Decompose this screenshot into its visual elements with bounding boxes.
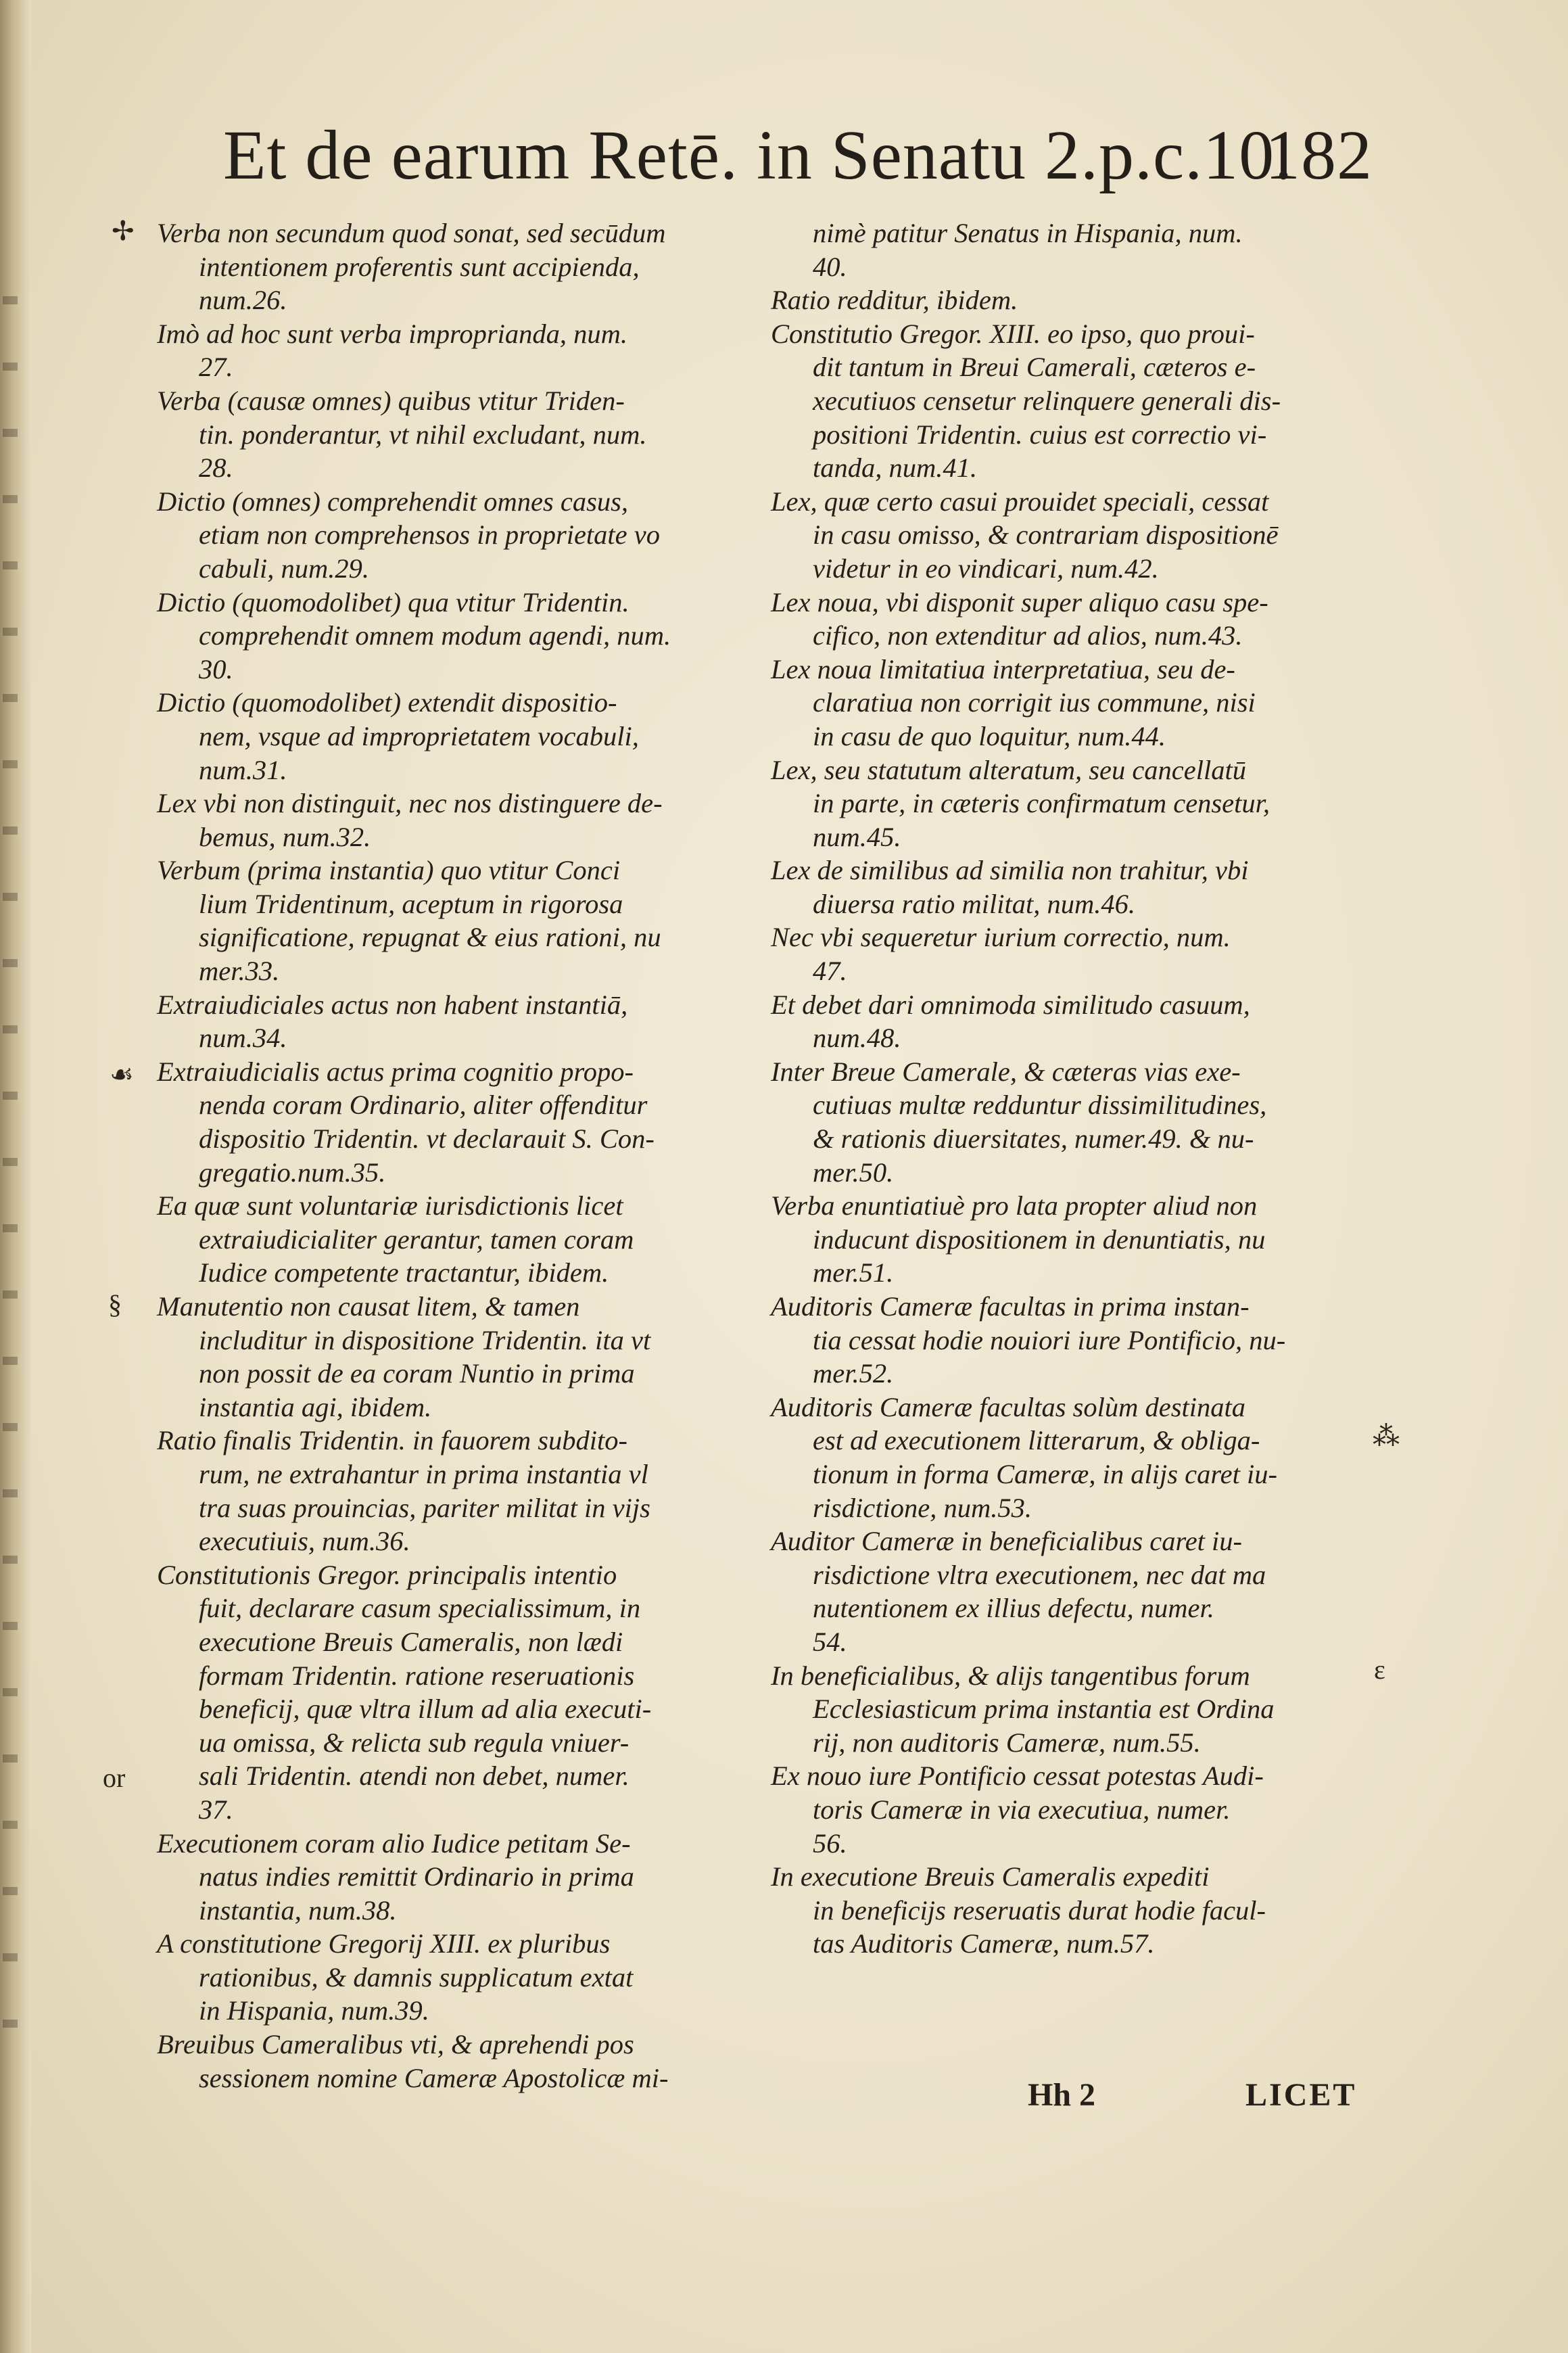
index-line: ua omissa, & relicta sub regula vniuer- [199, 1727, 629, 1758]
index-line: significatione, repugnat & eius rationi, nu [199, 922, 661, 953]
index-line: videtur in eo vindicari, num.42. [813, 553, 1159, 584]
index-line: num.45. [813, 821, 901, 852]
index-line: Iudice competente tractantur, ibidem. [199, 1257, 609, 1288]
index-line: tra suas prouincias, pariter militat in vijs [199, 1492, 650, 1523]
index-line: 54. [813, 1626, 847, 1657]
marginal-mark: ☙ [110, 1059, 134, 1090]
index-line: in casu omisso, & contrariam dispositionē [813, 519, 1279, 551]
index-line: In beneficialibus, & alijs tangentibus forum [771, 1660, 1250, 1691]
index-line: nimè patitur Senatus in Hispania, num. [813, 218, 1243, 248]
index-line: in beneficijs reseruatis durat hodie facul- [813, 1894, 1266, 1926]
index-line: in Hispania, num.39. [199, 1995, 429, 2026]
index-line: Ratio finalis Tridentin. in fauorem subdito- [157, 1425, 628, 1456]
index-line: Imò ad hoc sunt verba improprianda, num. [157, 318, 627, 349]
running-title: Et de earum Retē. in Senatu 2.p.c.10. [223, 116, 1293, 194]
index-line: risdictione, num.53. [813, 1492, 1032, 1523]
catchword: LICET [1245, 2077, 1357, 2113]
index-line: Verbum (prima instantia) quo vtitur Conci [157, 855, 621, 886]
index-line: 27. [199, 352, 233, 383]
index-line: Ea quæ sunt voluntariæ iurisdictionis licet [157, 1190, 623, 1221]
index-line: num.26. [199, 285, 287, 316]
index-line: tanda, num.41. [813, 452, 977, 484]
index-line: etiam non comprehensos in proprietate vo [199, 519, 661, 551]
index-line: est ad executionem litterarum, & obliga- [813, 1425, 1260, 1456]
index-line: Verba enuntiatiuè pro lata propter aliud non [771, 1190, 1258, 1221]
index-line: Lex noua, vbi disponit super aliquo casu spe- [771, 586, 1268, 618]
index-line: Auditor Cameræ in beneficialibus caret iu- [771, 1526, 1243, 1557]
index-line: rationibus, & damnis supplicatum extat [199, 1961, 634, 1993]
index-line: Verba non secundum quod sonat, sed secūdum [157, 218, 666, 248]
index-line: 40. [813, 251, 847, 282]
index-line: in casu de quo loquitur, num.44. [813, 720, 1166, 751]
index-line: Et debet dari omnimoda similitudo casuum, [771, 989, 1250, 1020]
index-line: In executione Breuis Cameralis expediti [771, 1861, 1210, 1892]
index-line: Constitutionis Gregor. principalis intentio [157, 1559, 617, 1590]
index-line: tionum in forma Cameræ, in alijs caret iu- [813, 1458, 1277, 1489]
index-line: toris Cameræ in via executiua, numer. [813, 1794, 1231, 1825]
index-line: cifico, non extenditur ad alios, num.43. [813, 620, 1243, 651]
index-line: instantia, num.38. [199, 1894, 397, 1926]
index-line: Extraiudiciales actus non habent instantiā, [157, 989, 628, 1020]
index-line: A constitutione Gregorij XIII. ex pluribus [157, 1928, 611, 1959]
index-line: claratiua non corrigit ius commune, nisi [813, 687, 1256, 718]
index-line: in parte, in cæteris confirmatum censetur, [813, 788, 1270, 819]
marginal-mark: § [108, 1289, 122, 1320]
index-line: 47. [813, 956, 847, 987]
index-line: Ecclesiasticum prima instantia est Ordina [813, 1694, 1275, 1725]
index-line: mer.33. [199, 956, 280, 987]
index-line: inducunt dispositionem in denuntiatis, nu [813, 1224, 1266, 1255]
index-line: intentionem proferentis sunt accipienda, [199, 251, 640, 282]
index-line: extraiudicialiter gerantur, tamen coram [199, 1224, 634, 1255]
index-line: cabuli, num.29. [199, 553, 369, 584]
index-line: Constitutio Gregor. XIII. eo ipso, quo proui- [771, 318, 1255, 349]
index-line: Dictio (omnes) comprehendit omnes casus, [157, 486, 628, 517]
index-line: Nec vbi sequeretur iurium correctio, num. [771, 922, 1231, 953]
index-line: tin. ponderantur, vt nihil excludant, num. [199, 419, 647, 450]
index-line: dit tantum in Breui Camerali, cæteros e- [813, 352, 1256, 383]
index-line: diuersa ratio militat, num.46. [813, 888, 1136, 919]
index-line: rij, non auditoris Cameræ, num.55. [813, 1727, 1201, 1758]
index-line: Breuibus Cameralibus vti, & aprehendi pos [157, 2029, 634, 2060]
index-line: Lex, seu statutum alteratum, seu cancellatū [771, 754, 1247, 785]
running-header [223, 115, 1373, 196]
index-line: mer.50. [813, 1157, 894, 1188]
index-line: Verba (causæ omnes) quibus vtitur Triden- [157, 385, 625, 416]
index-line: executione Breuis Cameralis, non lædi [199, 1626, 623, 1657]
marginal-mark: ✢ [112, 216, 135, 246]
index-line: cutiuas multæ redduntur dissimilitudines, [813, 1090, 1267, 1121]
index-line: Lex vbi non distinguit, nec nos distinguere de- [157, 788, 663, 819]
folio-number: 182 [1265, 116, 1373, 194]
index-line: Dictio (quomodolibet) extendit dispositio- [157, 687, 617, 718]
marginal-mark: ⁂ [1373, 1421, 1400, 1451]
index-line: Lex de similibus ad similia non trahitur, vbi [771, 855, 1249, 886]
index-line: instantia agi, ibidem. [199, 1391, 432, 1422]
index-line: comprehendit omnem modum agendi, num. [199, 620, 671, 651]
opposite-page-margin-marks [3, 257, 18, 2083]
index-line: & rationis diuersitates, numer.49. & nu- [813, 1123, 1254, 1155]
index-line: 37. [199, 1794, 233, 1825]
index-line: beneficij, quæ vltra illum ad alia executi- [199, 1694, 652, 1725]
index-line: Ratio redditur, ibidem. [771, 285, 1018, 316]
index-line: fuit, declarare casum specialissimum, in [199, 1593, 641, 1624]
index-line: nem, vsque ad improprietatem vocabuli, [199, 720, 639, 751]
index-line: bemus, num.32. [199, 821, 371, 852]
marginal-mark: or [103, 1763, 126, 1793]
index-line: lium Tridentinum, aceptum in rigorosa [199, 888, 623, 919]
signature-mark: Hh 2 [1028, 2077, 1096, 2113]
index-line: mer.51. [813, 1257, 894, 1288]
index-line: rum, ne extrahantur in prima instantia vl [199, 1458, 648, 1489]
index-column-left [157, 216, 745, 2095]
index-line: nenda coram Ordinario, aliter offenditur [199, 1090, 648, 1121]
index-line: includitur in dispositione Tridentin. ita vt [199, 1324, 651, 1355]
index-line: dispositio Tridentin. vt declarauit S. Con- [199, 1123, 655, 1155]
index-line: 30. [199, 653, 233, 684]
index-line: Executionem coram alio Iudice petitam Se- [157, 1827, 631, 1859]
index-line: Lex noua limitatiua interpretatiua, seu de- [771, 653, 1235, 684]
index-line: sali Tridentin. atendi non debet, numer. [199, 1761, 629, 1792]
index-line: Inter Breue Camerale, & cæteras vias exe- [771, 1056, 1241, 1087]
index-line: risdictione vltra executionem, nec dat ma [813, 1559, 1266, 1590]
index-line: gregatio.num.35. [199, 1157, 386, 1188]
index-line: 56. [813, 1827, 847, 1859]
index-line: Ex nouo iure Pontificio cessat potestas Audi- [771, 1761, 1264, 1792]
index-column-right [771, 216, 1359, 1961]
index-line: Auditoris Cameræ facultas in prima instan- [771, 1291, 1250, 1322]
index-line: xecutiuos censetur relinquere generali dis- [813, 385, 1281, 416]
index-line: non possit de ea coram Nuntio in prima [199, 1358, 635, 1389]
marginal-mark: ɛ [1374, 1654, 1385, 1685]
index-line: nutentionem ex illius defectu, numer. [813, 1593, 1214, 1624]
index-line: natus indies remittit Ordinario in prima [199, 1861, 634, 1892]
index-line: num.48. [813, 1023, 901, 1054]
index-line: tia cessat hodie nouiori iure Pontificio, nu- [813, 1324, 1286, 1355]
index-line: num.31. [199, 754, 287, 785]
index-line: positioni Tridentin. cuius est correctio vi- [813, 419, 1267, 450]
index-line: Lex, quæ certo casui prouidet speciali, cessat [771, 486, 1269, 517]
index-line: Extraiudicialis actus prima cognitio propo- [157, 1056, 634, 1087]
index-line: num.34. [199, 1023, 287, 1054]
index-line: mer.52. [813, 1358, 894, 1389]
index-line: formam Tridentin. ratione reseruationis [199, 1660, 635, 1691]
index-line: Manutentio non causat litem, & tamen [157, 1291, 580, 1322]
index-line: 28. [199, 452, 233, 484]
index-line: tas Auditoris Cameræ, num.57. [813, 1928, 1155, 1959]
index-line: Auditoris Cameræ facultas solùm destinata [771, 1391, 1246, 1422]
index-line: sessionem nomine Cameræ Apostolicæ mi- [199, 2062, 669, 2093]
index-line: executiuis, num.36. [199, 1526, 410, 1557]
index-line: Dictio (quomodolibet) qua vtitur Tridentin. [157, 586, 629, 618]
